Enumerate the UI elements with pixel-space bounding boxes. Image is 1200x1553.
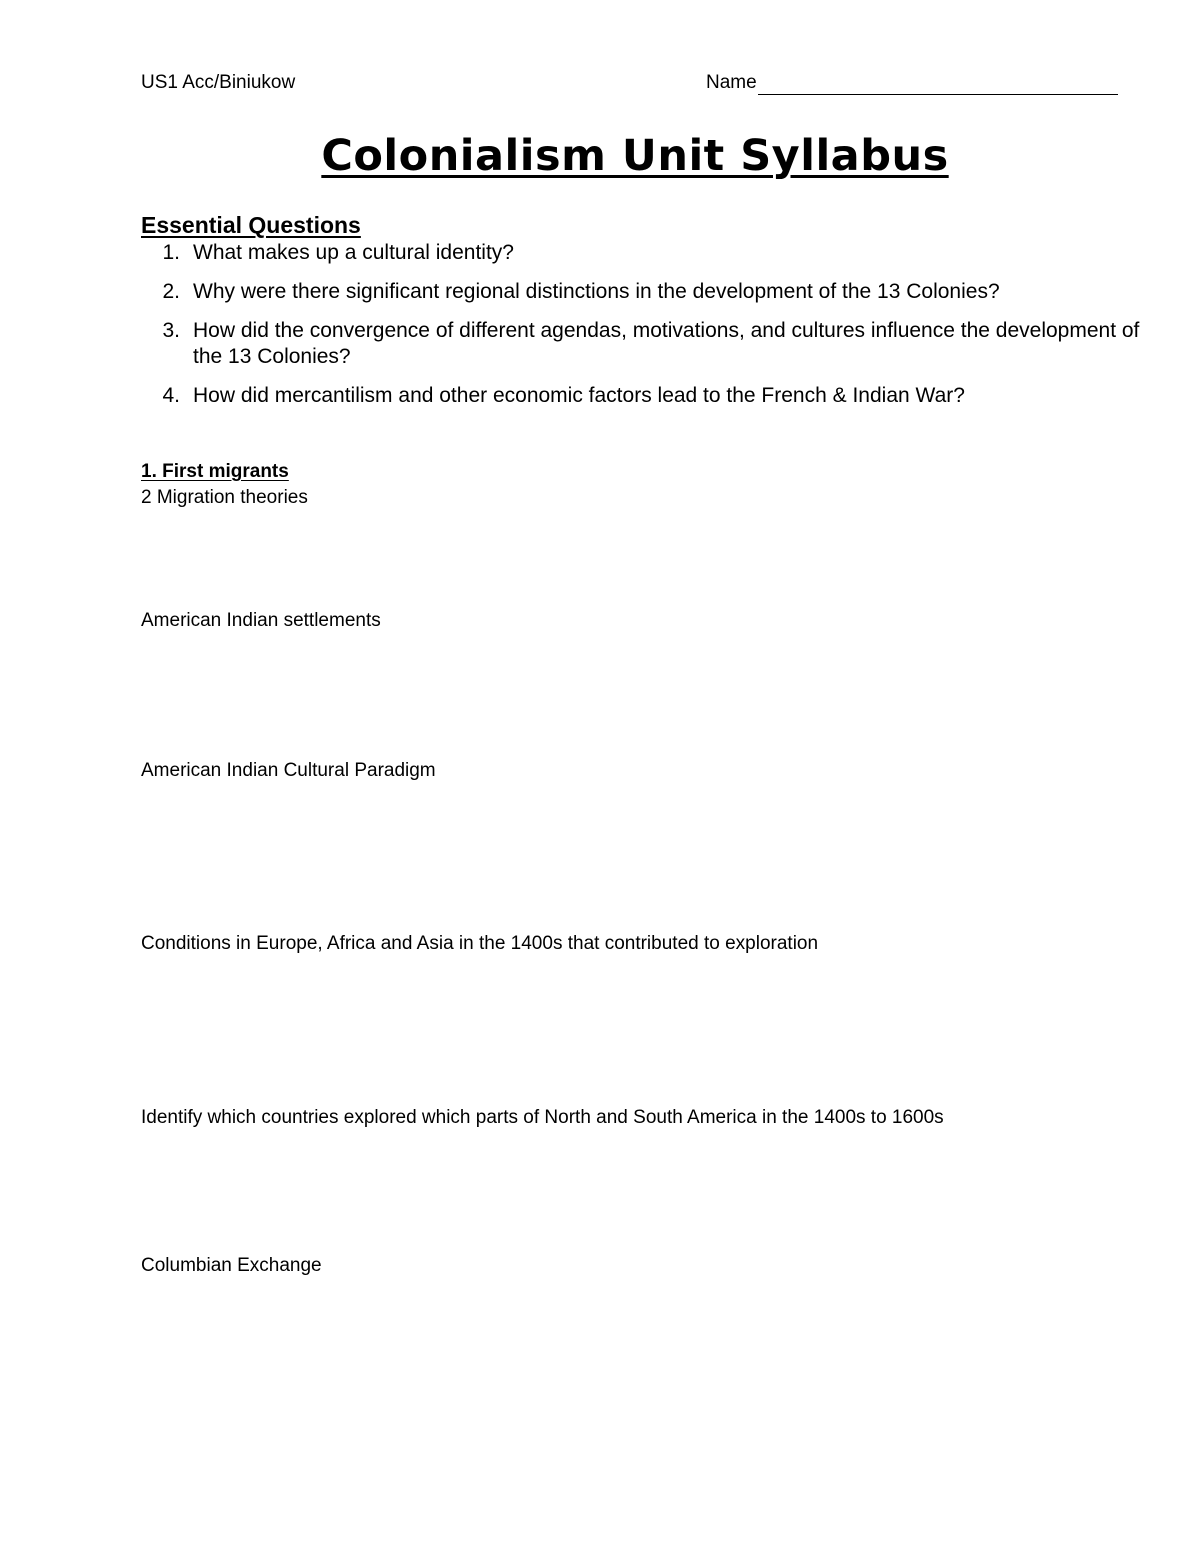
- topic-migration-theories: 2 Migration theories: [141, 487, 308, 508]
- question-text: How did mercantilism and other economic factors lead to the French & Indian War?: [193, 384, 965, 407]
- question-number: 1.: [162, 241, 180, 264]
- essential-questions-heading: Essential Questions: [141, 212, 361, 238]
- question-text: What makes up a cultural identity?: [193, 241, 514, 264]
- topic-columbian-exchange: Columbian Exchange: [141, 1255, 322, 1276]
- question-item: [141, 383, 1141, 409]
- question-number: 3.: [162, 319, 180, 342]
- topic-american-indian-cultural-paradigm: American Indian Cultural Paradigm: [141, 760, 436, 781]
- question-item: [141, 318, 1141, 370]
- topic-conditions-exploration: Conditions in Europe, Africa and Asia in the 1400s that contributed to exploration: [141, 933, 819, 954]
- question-number: 4.: [162, 384, 180, 407]
- name-field: [706, 71, 1118, 95]
- topic-american-indian-settlements: American Indian settlements: [141, 610, 381, 631]
- question-item: [141, 279, 1141, 305]
- course-label: US1 Acc/Biniukow: [141, 72, 296, 93]
- question-item: [141, 240, 1141, 266]
- name-label: Name: [706, 72, 757, 93]
- essential-questions-list: [141, 240, 1141, 422]
- question-text: How did the convergence of different agendas, motivations, and cultures influence the development of the 13 Colonies?: [193, 319, 1140, 368]
- question-text: Why were there significant regional distinctions in the development of the 13 Colonies?: [193, 280, 1000, 303]
- topic-countries-explored: Identify which countries explored which parts of North and South America in the 1400s to 1600s: [141, 1107, 944, 1128]
- section-heading-first-migrants: 1. First migrants: [141, 461, 289, 482]
- question-number: 2.: [162, 280, 180, 303]
- page-title: Colonialism Unit Syllabus: [321, 131, 949, 181]
- name-blank-line: [758, 75, 1118, 95]
